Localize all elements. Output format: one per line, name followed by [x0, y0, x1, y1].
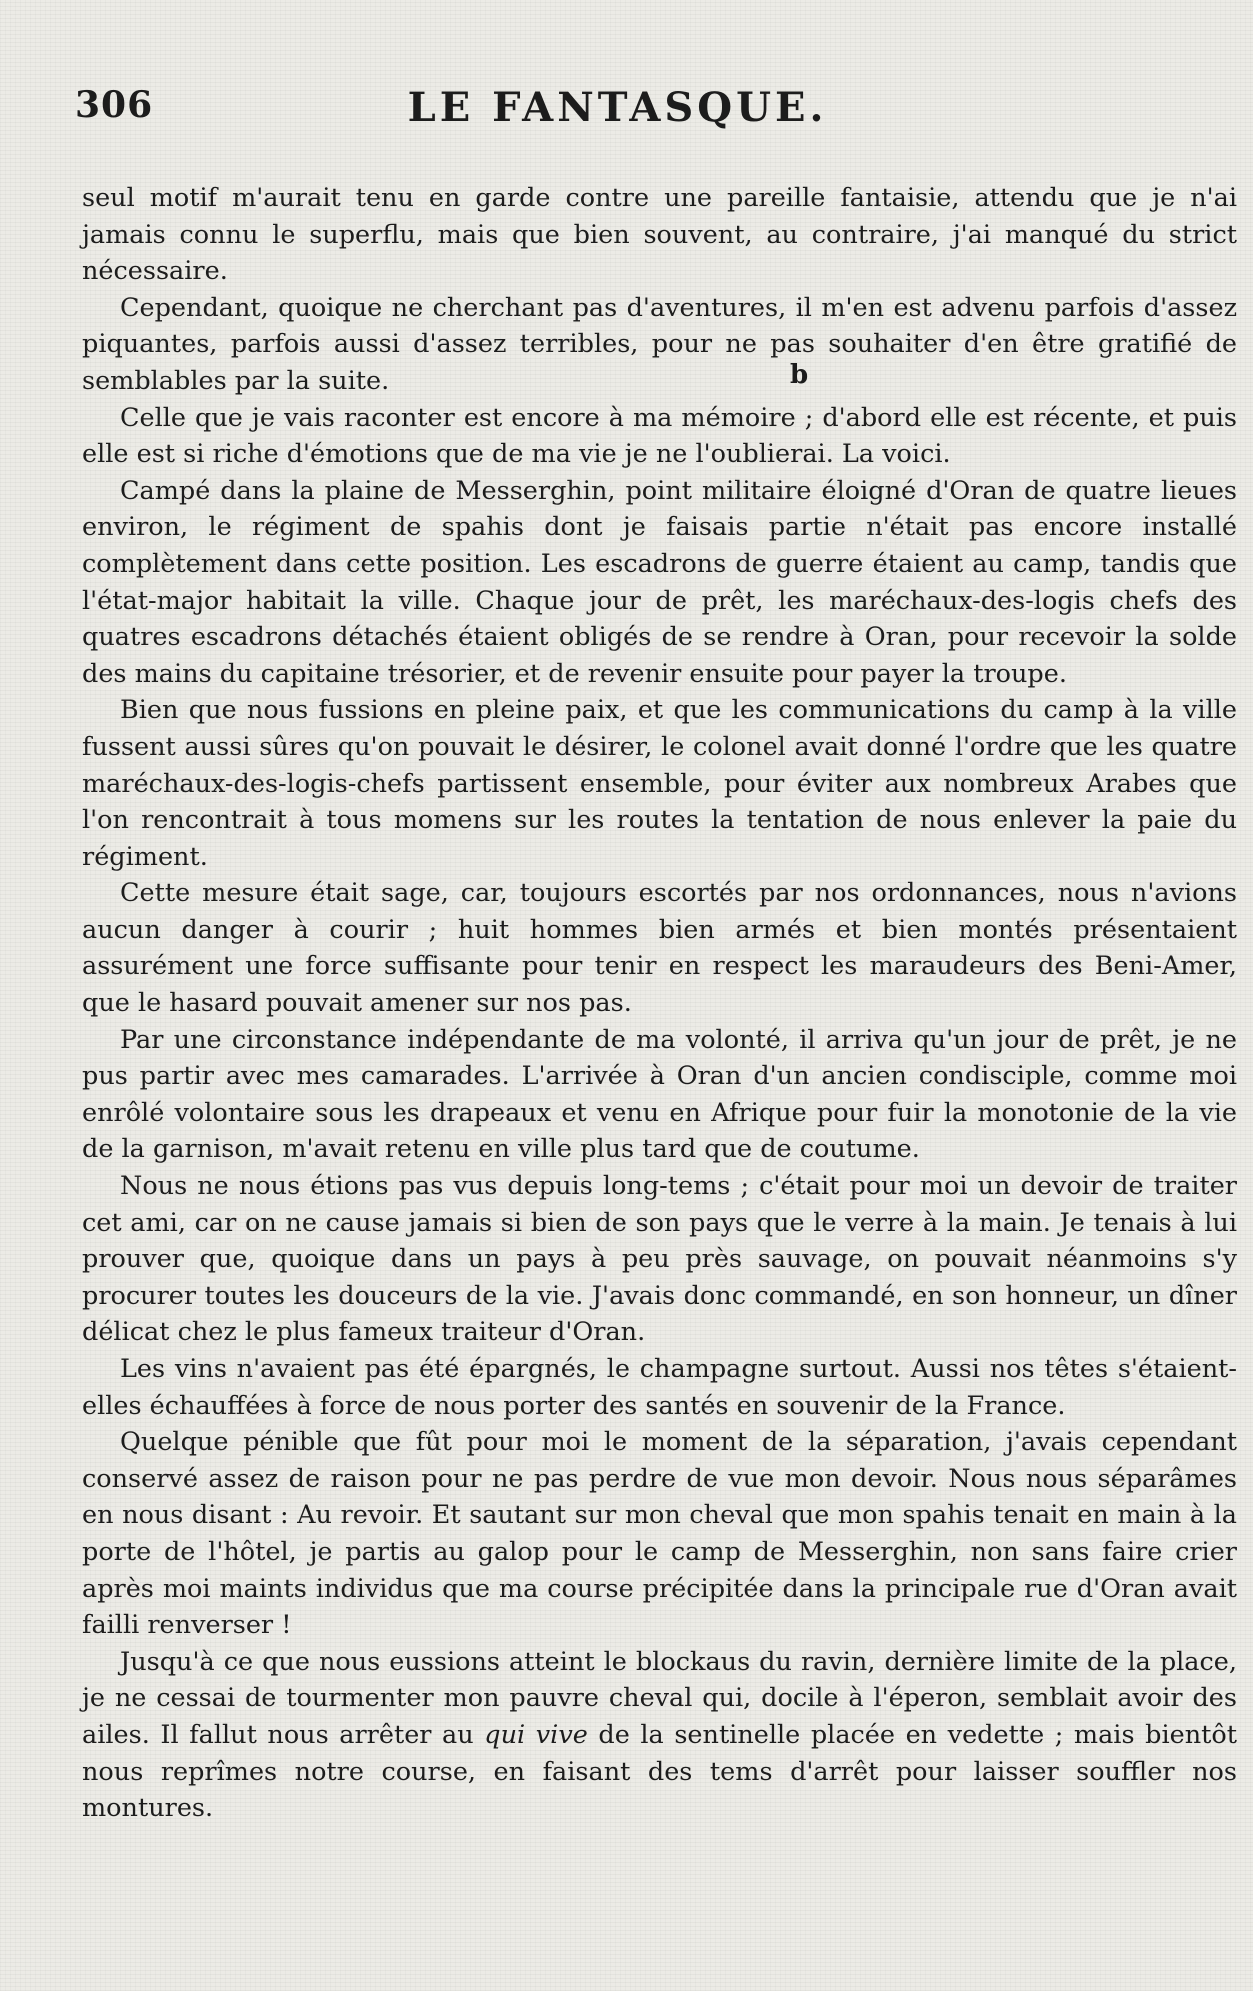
paragraph: Celle que je vais raconter est encore à ma mémoire ; d'abord elle est récente, et puis elle est si riche d'émotions que de ma vie je ne l'oublierai. La voici.: [82, 402, 1237, 470]
paragraph: Nous ne nous étions pas vus depuis long-tems ; c'était pour moi un devoir de traiter cet ami, car on ne cause jamais si bien de son pays que le verre à la main. Je tenais à lui prouver que, quoique dans un pays à peu près sauvage, on pouvait néanmoins s'y procurer toutes les douceurs de la vie. J'avais donc commandé, en son honneur, un dîner délicat chez le plus fameux traiteur d'Oran.: [82, 1171, 1237, 1348]
paragraph: Campé dans la plaine de Messerghin, point militaire éloigné d'Oran de quatre lieues environ, le régiment de spahis dont je faisais partie n'était pas encore installé complètement dans cette position. Les escadrons de guerre étaient au camp, tandis que l'état-major habitait la ville. Chaque jour de prêt, les maréchaux-des-logis chefs des quatres escadrons détachés étaient obligés de se rendre à Oran, pour recevoir la solde des mains du capitaine trésorier, et de revenir ensuite pour payer la troupe.: [82, 475, 1237, 689]
paragraph: Jusqu'à ce que nous eussions atteint le blockaus du ravin, dernière limite de la place, je ne cessai de tourmenter mon pauvre cheval qui, docile à l'éperon, semblait avoir des ailes. Il fallut nous arrêter au qui vive de la sentinelle placée en vedette ; mais bientôt nous reprîmes notre course, en faisant des tems d'arrêt pour laisser souffler nos montures.: [82, 1646, 1237, 1824]
paragraph: Cette mesure était sage, car, toujours escortés par nos ordonnances, nous n'avions aucun danger à courir ; huit hommes bien armés et bien montés présentaient assurément une force suffisante pour tenir en respect les maraudeurs des Beni-Amer, que le hasard pouvait amener sur nos pas.: [82, 878, 1237, 1019]
italic-phrase: qui vive: [484, 1719, 588, 1750]
paragraph: Quelque pénible que fût pour moi le moment de la séparation, j'avais cependant conservé assez de raison pour ne pas perdre de vue mon devoir. Nous nous séparâmes en nous disant : Au revoir. Et sautant sur mon cheval que mon spahis tenait en main à la porte de l'hôtel, je partis au galop pour le camp de Messerghin, non sans faire crier après moi maints individus que ma course précipitée dans la principale rue d'Oran avait failli renverser !: [82, 1427, 1237, 1641]
paragraph: Les vins n'avaient pas été épargnés, le champagne surtout. Aussi nos têtes s'étaient-elles échauffées à force de nous porter des santés en souvenir de la France.: [82, 1354, 1237, 1421]
marginal-letter-mark: b: [790, 360, 809, 390]
paragraph: seul motif m'aurait tenu en garde contre une pareille fantaisie, attendu que je n'ai jamais connu le superflu, mais que bien souvent, au contraire, j'ai manqué du strict nécessaire.: [82, 183, 1237, 287]
body-text: [82, 180, 1237, 1827]
paragraph: Par une circonstance indépendante de ma volonté, il arriva qu'un jour de prêt, je ne pus partir avec mes camarades. L'arrivée à Oran d'un ancien condisciple, comme moi enrôlé volontaire sous les drapeaux et venu en Afrique pour fuir la monotonie de la vie de la garnison, m'avait retenu en ville plus tard que de coutume.: [82, 1024, 1237, 1165]
page-number: 306: [75, 84, 154, 126]
paragraph: Cependant, quoique ne cherchant pas d'aventures, il m'en est advenu parfois d'assez piquantes, parfois aussi d'assez terribles, pour ne pas souhaiter d'en être gratifié de semblables par la suite.: [82, 292, 1237, 396]
running-title: LE FANTASQUE.: [407, 84, 828, 131]
running-header: [75, 84, 1225, 134]
paragraph: Bien que nous fussions en pleine paix, et que les communications du camp à la ville fussent aussi sûres qu'on pouvait le désirer, le colonel avait donné l'ordre que les quatre maréchaux-des-logis-chefs partissent ensemble, pour éviter aux nombreux Arabes que l'on rencontrait à tous momens sur les routes la tentation de nous enlever la paie du régiment.: [82, 695, 1237, 872]
